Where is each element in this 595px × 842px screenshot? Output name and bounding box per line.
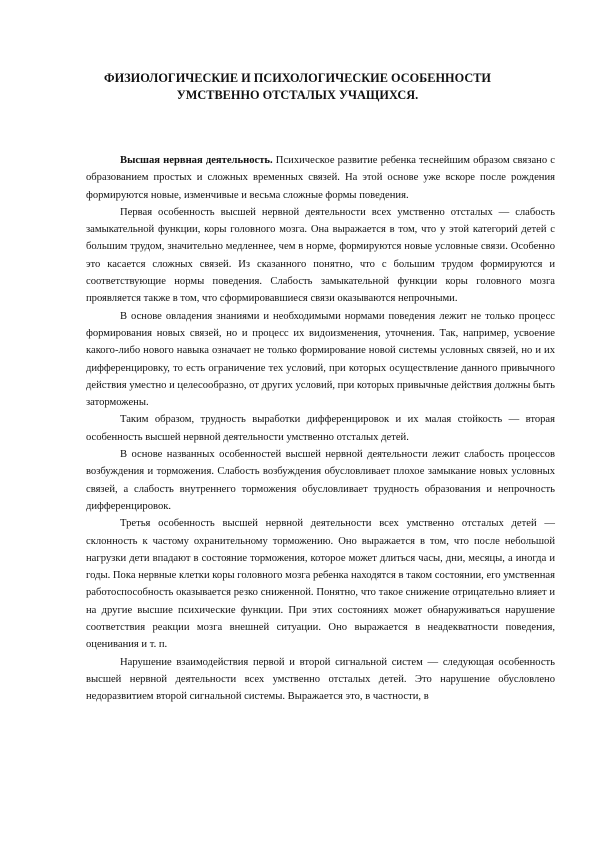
paragraph-1-text: Психическое развитие ребенка теснейшим образом связано с образованием простых и сложных временных связей. На этой основе уже вскоре после рождения формируются новые, изменчивые и весьма сложные формы поведения.: [86, 155, 555, 201]
paragraph-5: В основе названных особенностей высшей нервной деятельности лежит слабость процессов возбуждения и торможения. Слабость возбуждения обусловливает плохое замыкание новых условных связей, а слабость внутреннего торможения обусловливает трудность образования и непрочность дифференцировок.: [86, 449, 555, 512]
title-line-1: ФИЗИОЛОГИЧЕСКИЕ И ПСИХОЛОГИЧЕСКИЕ ОСОБЕННОСТИ: [104, 71, 491, 85]
title-line-2: УМСТВЕННО ОТСТАЛЫХ УЧАЩИХСЯ.: [176, 88, 419, 102]
paragraph-7: Нарушение взаимодействия первой и второй сигнальной систем — следующая особенность высшей нервной деятельности всех умственно отсталых детей. Это нарушение обусловлено недоразвитием второй сигнальной системы. Выражается это, в частности, в: [86, 656, 555, 703]
paragraph-4: Таким образом, трудность выработки дифференцировок и их малая стойкость — вторая особенность высшей нервной деятельности умственно отсталых детей.: [86, 414, 555, 443]
paragraph-3: В основе овладения знаниями и необходимыми нормами поведения лежит не только процесс формирования новых связей, но и процесс их видоизменения, уточнения. Так, например, усвоение какого-либо нового навыка означает не только формирование новой системы условных связей, но и их дифференцировку, то есть ограничение тех условий, при которых осуществление данного привычного действия уместно и целесообразно, от других условий, при которых привычные действия должны быть заторможены.: [86, 310, 555, 409]
paragraph-2: Первая особенность высшей нервной деятельности всех умственно отсталых — слабость замыкательной функции, коры головного мозга. Она выражается в том, что у этой категорий детей с большим трудом, значительно медленнее, чем в норме, формируются новые условные связи. Особенно это касается сложных связей. Из сказанного понятно, что с большим трудом формируются и соответствующие нормы поведения. Слабость замыкательной функции коры головного мозга проявляется также в том, что сформировавшиеся связи оказываются непрочными.: [86, 206, 555, 305]
paragraph-1: [86, 152, 555, 204]
paragraph-1-heading: Высшая нервная деятельность.: [120, 155, 273, 166]
document-title: [60, 70, 535, 104]
paragraph-6: Третья особенность высшей нервной деятельности всех умственно отсталых детей — склонность к частому охранительному торможению. Оно выражается в том, что после небольшой нагрузки дети впадают в состояние торможения, которое может длиться часы, дни, месяцы, а иногда и годы. Пока нервные клетки коры головного мозга ребенка находятся в таком состоянии, его умственная работоспособность оказывается резко сниженной. Понятно, что такое снижение отрицательно влияет и на другие высшие психические функции. При этих состояниях может обнаруживаться нарушение соответствия реакции мозга внешней ситуации. Оно выражается в неадекватности поведения, оценивания и т. п.: [86, 518, 555, 651]
document-body: [86, 152, 555, 706]
